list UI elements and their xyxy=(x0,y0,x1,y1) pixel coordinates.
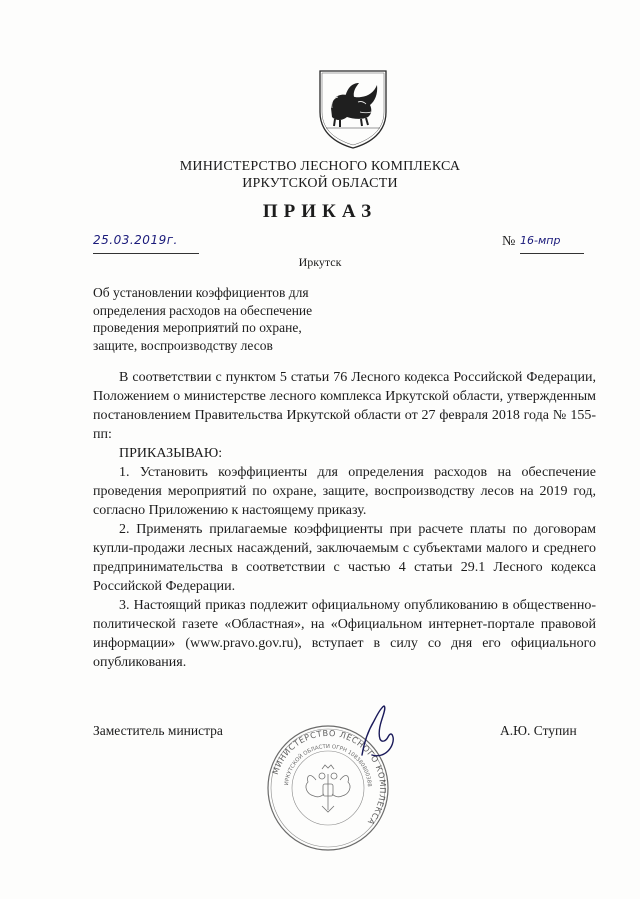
order-item-3: 3. Настоящий приказ подлежит официальному опубликованию в общественно-политической газете «Областная», на «Официальном интернет-портале правовой информации» (www.pravo.gov.ru), вступает в силу со дня его официального опубликования. xyxy=(93,598,596,670)
double-headed-eagle-icon xyxy=(306,765,350,812)
handwritten-signature xyxy=(358,703,400,759)
order-subject xyxy=(93,284,353,354)
number-sign: № xyxy=(502,234,516,249)
preamble-paragraph: В соответствии с пунктом 5 статьи 76 Лесного кодекса Российской Федерации, Положением о министерстве лесного комплекса Иркутской области, утвержденным постановлением Правительства Иркутской области от 27 февраля 2018 года № 155-пп: xyxy=(93,370,596,442)
subject-line4: защите, воспроизводству лесов xyxy=(93,337,273,353)
handwritten-date: 25.03.2019г. xyxy=(93,233,199,254)
seal-outer-text: МИНИСТЕРСТВО ЛЕСНОГО КОМПЛЕКСА xyxy=(269,727,389,828)
signatory-position: Заместитель министра xyxy=(93,723,223,738)
subject-line3: проведения мероприятий по охране, xyxy=(93,320,302,335)
order-number xyxy=(502,234,584,254)
order-word: ПРИКАЗЫВАЮ: xyxy=(119,446,223,461)
order-item-1: 1. Установить коэффициенты для определения расходов на обеспечение проведения мероприятий по охране, защите, воспроизводству лесов на 2019 год, согласно Приложению к настоящему приказу. xyxy=(93,465,596,518)
ministry-name-line1: МИНИСТЕРСТВО ЛЕСНОГО КОМПЛЕКСА xyxy=(179,159,461,174)
city-name: Иркутск xyxy=(298,255,342,269)
subject-line1: Об установлении коэффициентов для xyxy=(93,285,309,300)
document-type-title: ПРИКАЗ xyxy=(262,201,378,222)
order-body xyxy=(93,368,596,672)
order-item-2: 2. Применять прилагаемые коэффициенты при расчете платы по договорам купли-продажи лесных насаждений, заключаемым с субъектами малого и среднего предпринимательства в соответствии с частью 4 статьи 29.1 Лесного кодекса Российской Федерации. xyxy=(93,522,596,594)
ministry-name-line2: ИРКУТСКОЙ ОБЛАСТИ xyxy=(242,176,398,191)
handwritten-number: 16-мпр xyxy=(520,234,584,254)
seal-inner-text: ИРКУТСКОЙ ОБЛАСТИ ОГРН 108380800388 xyxy=(284,743,373,787)
coat-of-arms-emblem xyxy=(317,68,389,150)
ministry-name xyxy=(0,158,640,192)
subject-line2: определения расходов на обеспечение xyxy=(93,302,313,318)
signatory-name: А.Ю. Ступин xyxy=(500,723,577,738)
